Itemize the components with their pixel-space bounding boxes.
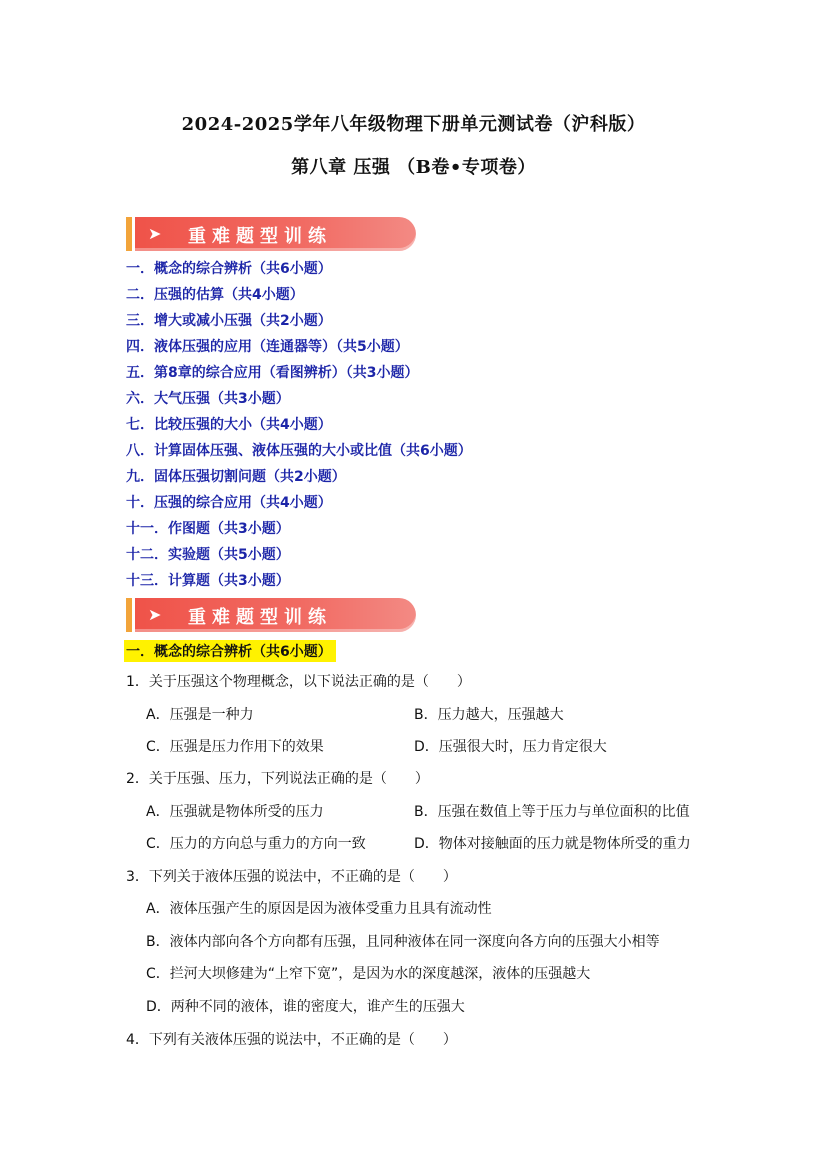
question-3-option-c[interactable]: C．拦河大坝修建为“上窄下宽”，是因为水的深度越深，液体的压强越大 [146,966,591,982]
toc-item[interactable]: 九．固体压强切割问题（共2小题） [126,469,346,485]
question-1-stem: 1．关于压强这个物理概念，以下说法正确的是（ ） [126,674,471,690]
question-2-option-c[interactable]: C．压力的方向总与重力的方向一致 [146,836,366,852]
question-2-option-b[interactable]: B．压强在数值上等于压力与单位面积的比值 [414,804,690,820]
toc-item[interactable]: 十二．实验题（共5小题） [126,547,290,563]
toc-item[interactable]: 四．液体压强的应用（连通器等）（共5小题） [126,339,409,355]
arrow-icon: ➤ [148,224,162,243]
toc-item[interactable]: 六．大气压强（共3小题） [126,391,290,407]
toc-item[interactable]: 十．压强的综合应用（共4小题） [126,495,332,511]
question-2-option-d[interactable]: D．物体对接触面的压力就是物体所受的重力 [414,836,691,852]
question-3-stem: 3．下列关于液体压强的说法中，不正确的是（ ） [126,869,457,885]
banner-label: 重难题型训练 [188,226,332,247]
section-banner-toc [126,217,416,251]
question-1-option-a[interactable]: A．压强是一种力 [146,707,254,723]
toc-item[interactable]: 七．比较压强的大小（共4小题） [126,417,332,433]
document-subtitle: 第八章 压强 （B卷•专项卷） [291,157,536,178]
toc-item[interactable]: 十三．计算题（共3小题） [126,573,290,589]
arrow-icon: ➤ [148,605,162,624]
banner-accent-bar [126,217,132,251]
question-1-option-d[interactable]: D．压强很大时，压力肯定很大 [414,739,607,755]
question-4-stem: 4．下列有关液体压强的说法中，不正确的是（ ） [126,1032,457,1048]
toc-item[interactable]: 八．计算固体压强、液体压强的大小或比值（共6小题） [126,443,472,459]
toc-item[interactable]: 三．增大或减小压强（共2小题） [126,313,332,329]
question-2-stem: 2．关于压强、压力，下列说法正确的是（ ） [126,771,429,787]
question-3-option-b[interactable]: B．液体内部向各个方向都有压强，且同种液体在同一深度向各方向的压强大小相等 [146,934,660,950]
toc-item[interactable]: 一．概念的综合辨析（共6小题） [126,261,332,277]
toc-item[interactable]: 十一．作图题（共3小题） [126,521,290,537]
banner-accent-bar [126,598,132,632]
table-of-contents [126,258,472,596]
question-3-option-d[interactable]: D．两种不同的液体，谁的密度大，谁产生的压强大 [146,999,465,1015]
question-1-option-c[interactable]: C．压强是压力作用下的效果 [146,739,324,755]
toc-item[interactable]: 五．第8章的综合应用（看图辨析）（共3小题） [126,365,419,381]
section-banner-questions [126,598,416,632]
section-heading: 一．概念的综合辨析（共6小题） [124,640,336,662]
question-2-option-a[interactable]: A．压强就是物体所受的压力 [146,804,324,820]
banner-label: 重难题型训练 [188,607,332,628]
toc-item[interactable]: 二．压强的估算（共4小题） [126,287,304,303]
document-title: 2024-2025学年八年级物理下册单元测试卷（沪科版） [181,114,646,135]
question-1-option-b[interactable]: B．压力越大，压强越大 [414,707,564,723]
question-3-option-a[interactable]: A．液体压强产生的原因是因为液体受重力且具有流动性 [146,901,492,917]
